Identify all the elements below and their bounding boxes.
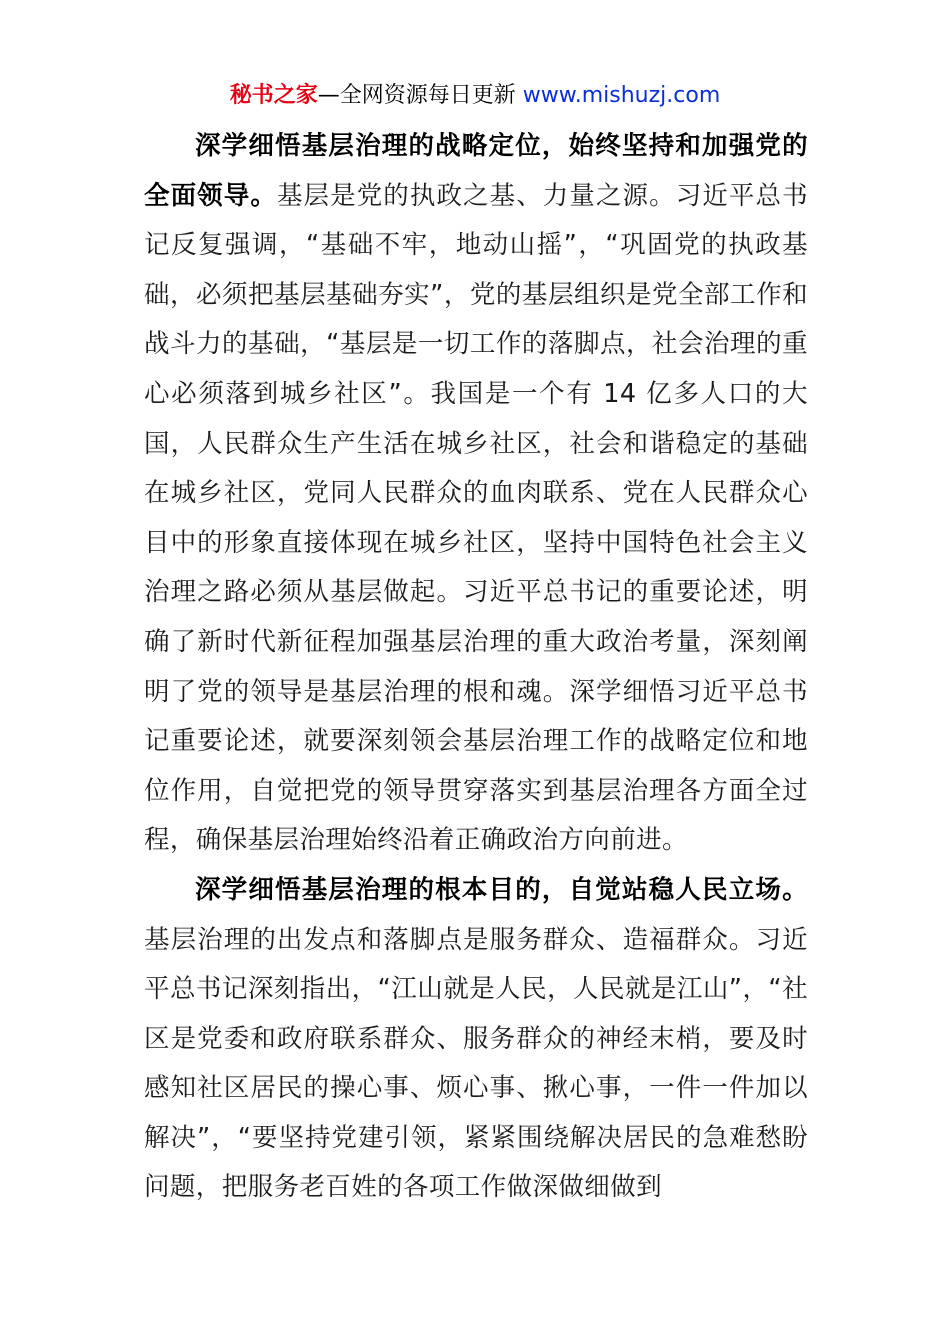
paragraph-fundamental-purpose <box>144 866 808 1213</box>
document-body <box>144 122 808 1213</box>
paragraph-strategic-positioning <box>144 122 808 866</box>
paragraph-text: 基层是党的执政之基、力量之源。习近平总书记反复强调，“基础不牢，地动山摇”，“巩固党的执政基础，必须把基层基础夯实”，党的基层组织是党全部工作和战斗力的基础，“基层是一切工作的落脚点，社会治理的重心必须落到城乡社区”。我国是一个有 14 亿多人口的大国，人民群众生产生活在城乡社区，社会和谐稳定的基础在城乡社区，党同人民群众的血肉联系、党在人民群众心目中的形象直接体现在城乡社区，坚持中国特色社会主义治理之路必须从基层做起。习近平总书记的重要论述，明确了新时代新征程加强基层治理的重大政治考量，深刻阐明了党的领导是基层治理的根和魂。深学细悟习近平总书记重要论述，就要深刻领会基层治理工作的战略定位和地位作用，自觉把党的领导贯穿落实到基层治理各方面全过程，确保基层治理始终沿着正确政治方向前进。 <box>144 180 808 856</box>
site-url-link[interactable]: www.mishuzj.com <box>522 83 721 108</box>
site-header <box>0 80 950 112</box>
paragraph-text: 基层治理的出发点和落脚点是服务群众、造福群众。习近平总书记深刻指出，“江山就是人民，人民就是江山”，“社区是党委和政府联系群众、服务群众的神经末梢，要及时感知社区居民的操心事、烦心事、揪心事，一件一件加以解决”，“要坚持党建引领，紧紧围绕解决居民的急难愁盼问题，把服务老百姓的各项工作做深做细做到 <box>144 924 808 1203</box>
paragraph-lead: 深学细悟基层治理的战略定位，始终坚持和加强党的全面领导。 <box>144 131 808 211</box>
paragraph-lead: 深学细悟基层治理的根本目的，自觉站稳人民立场。 <box>195 874 808 905</box>
header-tagline: —全网资源每日更新 <box>317 83 523 108</box>
brand-name: 秘书之家 <box>229 83 318 108</box>
